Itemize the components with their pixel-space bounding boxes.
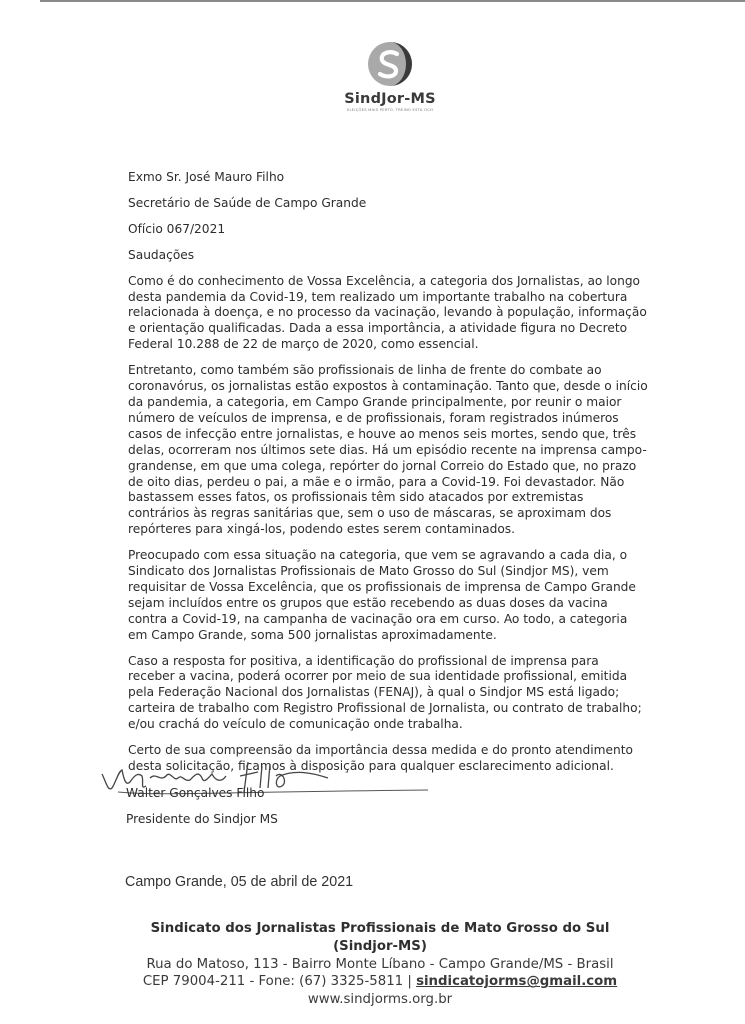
letter-body xyxy=(128,170,648,785)
logo-tagline: ELEIÇÕES MAIS PERTO. TREINO ESTA OCH xyxy=(346,108,434,112)
addressee: Exmo Sr. José Mauro Filho xyxy=(128,170,285,184)
sindjor-emblem-icon xyxy=(366,40,414,88)
paragraph-2: Entretanto, como também são profissionais de linha de frente do combate ao coronavórus, os jornalistas estão expostos à contaminação. Tanto que, desde o início da pandemia, a categoria, em Campo Grande principalmente, por reunir o maior número de veículos de imprensa, e de profissionais, foram registrados inúmeros casos de infecção entre jornalistas, e houve ao menos seis mortes, sendo que, três delas, ocorreram nos últimos sete dias. Há um episódio recente na imprensa campo-grandense, em que uma colega, repórter do jornal Correio do Estado que, no prazo de oito dias, perdeu o pai, a mãe e o irmão, para a Covid-19. Foi devastador. Não bastassem esses fatos, os profissionais têm sido atacados por extremistas contrários às regras sanitárias que, sem o uso de máscaras, se aproximam dos repórteres para xingá-los, podendo estes serem contaminados. xyxy=(128,363,648,537)
date-line: Campo Grande, 05 de abril de 2021 xyxy=(125,874,354,890)
footer-email-link[interactable]: sindicatojorms@gmail.com xyxy=(416,974,618,990)
paragraph-1: Como é do conhecimento de Vossa Excelência, a categoria dos Jornalistas, ao longo desta pandemia da Covid-19, tem realizado um importante trabalho na cobertura relacionada à doença, e no processo da vacinação, levando à população, informação e orientação qualificadas. Dada a essa importância, a atividade figura no Decreto Federal 10.288 de 22 de março de 2020, como essencial. xyxy=(128,273,647,352)
greeting: Saudações xyxy=(128,247,195,262)
sindjor-logo xyxy=(335,40,445,112)
footer-website[interactable]: www.sindjorms.org.br xyxy=(307,992,453,1008)
paragraph-4: Caso a resposta for positiva, a identificação do profissional de imprensa para receber a vacina, poderá ocorrer por meio de sua identidade profissional, emitida pela Federação Nacional dos Jornalistas (FENAJ), à qual o Sindjor MS está ligado; carteira de trabalho com Registro Profissional de Jornalista, ou contrato de trabalho; e/ou crachá do veículo de comunicação onde trabalha. xyxy=(128,653,642,732)
footer-address: Rua do Matoso, 113 - Bairro Monte Líbano - Campo Grande/MS - Brasil xyxy=(146,956,614,972)
footer-contact xyxy=(120,973,640,991)
letterhead-footer xyxy=(120,920,640,1009)
paragraph-3: Preocupado com essa situação na categoria, que vem se agravando a cada dia, o Sindicato dos Jornalistas Profissionais de Mato Grosso do Sul (Sindjor MS), vem requisitar de Vossa Excelência, que os profissionais de imprensa de Campo Grande sejam incluídos entre os grupos que estão recebendo as duas doses da vacina contra a Covid-19, na campanha de vacinação ora em curso. Ao todo, a categoria em Campo Grande, soma 500 jornalistas aproximadamente. xyxy=(128,548,636,642)
signer-name: Walter Gonçalves Filho xyxy=(126,786,265,800)
letter-reference: Ofício 067/2021 xyxy=(128,221,226,236)
paragraph-5: Certo de sua compreensão da importância dessa medida e do pronto atendimento desta solicitação, ficamos à disposição para qualquer esclarecimento adicional. xyxy=(128,743,633,773)
addressee-position: Secretário de Saúde de Campo Grande xyxy=(128,195,367,210)
logo-wordmark: SindJor-MS xyxy=(344,91,436,107)
footer-phone: CEP 79004-211 - Fone: (67) 3325-5811 | xyxy=(142,974,417,990)
footer-organization: Sindicato dos Jornalistas Profissionais de Mato Grosso do Sul (Sindjor-MS) xyxy=(150,921,610,954)
top-border-line xyxy=(40,0,745,2)
signer-role: Presidente do Sindjor MS xyxy=(126,812,278,826)
